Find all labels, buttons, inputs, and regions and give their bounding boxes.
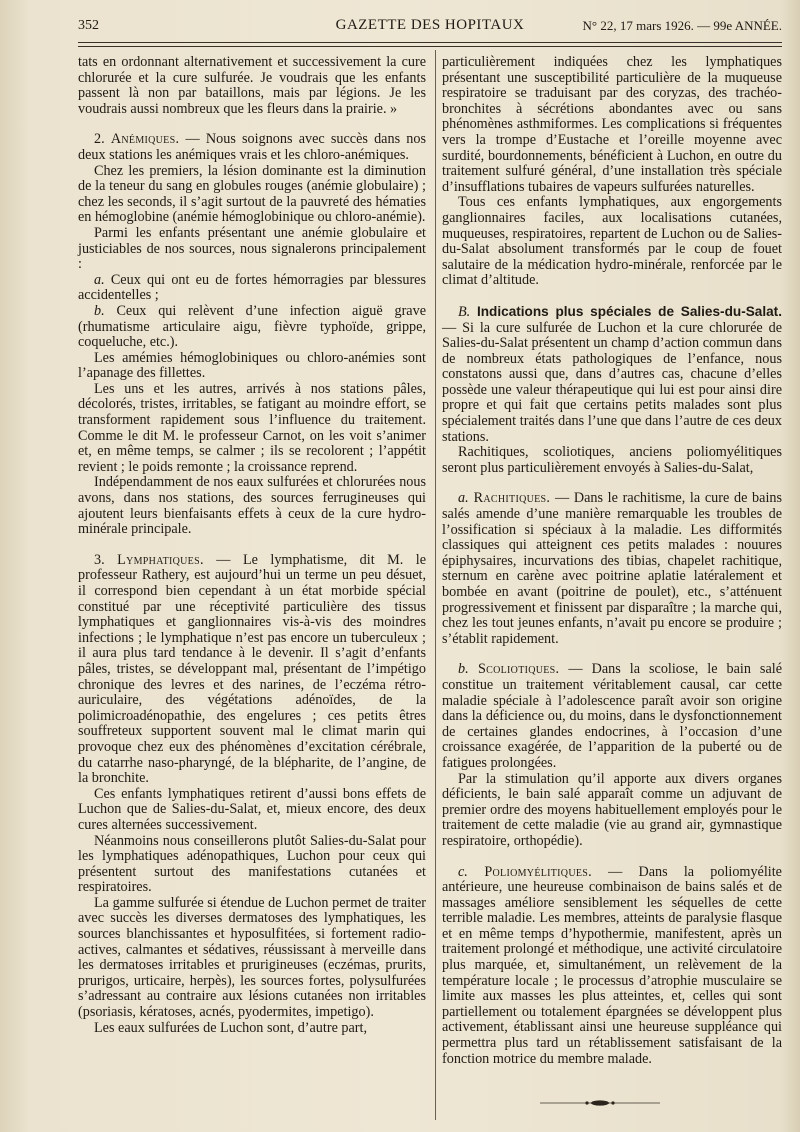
paragraph: tats en ordonnant alternativement et successivement la cure chlorurée et la cure sulfurée. Je voudrais que les enfants passent là non par bataillons, mais par légions. Je les voudrais aussi nombreux que les fleurs dans la prairie. » xyxy=(78,54,426,117)
header-rule-thin xyxy=(78,46,782,47)
subsection-heading: Scoliotiques. xyxy=(468,661,560,678)
subsection-label: a. xyxy=(458,490,469,507)
paragraph: Les amémies hémoglobiniques ou chloro-anémies sont l’apanage des fillettes. xyxy=(78,349,426,382)
subsection-label: b. xyxy=(458,661,469,678)
paragraph: Parmi les enfants présentant une anémie globulaire et justiciables de nos sources, nous signalerons principalement : xyxy=(78,224,426,273)
paragraph: Par la stimulation qu’il apporte aux divers organes déficients, le bain salé apparaît comme un adjuvant de premier ordre des moyens habituellement employés pour le traitement de cette maladie (vie au grand air, gymnastique respiratoire, orthopédie). xyxy=(442,770,782,849)
subsection-rachitiques xyxy=(442,491,782,647)
left-column xyxy=(78,55,426,1036)
paragraph: Tous ces enfants lymphatiques, aux engorgements ganglionnaires faciles, aux localisations cutanées, muqueuses, respiratoires, repartent de Luchon ou de Salies-du-Salat absolument transformés par le coup de fouet salutaire de la médication hydro-minérale, renforcée par le climat d’altitude. xyxy=(442,194,782,289)
page-header xyxy=(78,14,782,36)
paragraph: Les uns et les autres, arrivés à nos stations pâles, décolorés, tristes, irritables, se fatigant au moindre effort, se transforment rapidement sous l’influence du traitement. Comme le dit M. le professeur Carnot, on les voit s’animer et, en même temps, se calmer ; ils se recolorent ; l’appétit revient ; le poids remonte ; la croissance reprend. xyxy=(78,380,426,475)
section-lymphatiques xyxy=(78,553,426,787)
section-text: — Le lymphatisme, dit M. le professeur Rathery, est aujourd’hui un terme un peu désuet, il correspond bien cependant à un état morbide spécial constitué par une réceptivité particulière des tissus lymphatiques et ganglionnaires vis-à-vis des moindres infections ; le lymphatique n’est pas encore un tuberculeux ; il aura plus tard tendance à le devenir. Il s’agit d’enfants pâles, tristes, se développant mal, présentant de l’impétigo chronique des levres et des narines, de l’eczéma rétro-auriculaire, des végétations adénoïdes, de la polimicroadénopathie, des engelures ; ces petits êtres souffreteux supportent souvent mal le climat marin qui provoque chez eux des phénomènes d’excitation cérébrale, du catarrhe naso-pharyngé, de la blépharite, de l’angine, de la bronchite. xyxy=(78,551,427,787)
paragraph: Les eaux sulfurées de Luchon sont, d’autre part, xyxy=(94,1019,368,1036)
list-label: a. xyxy=(94,271,105,288)
section-heading: Anémiques. xyxy=(110,131,180,148)
paragraph: La gamme sulfurée si étendue de Luchon permet de traiter avec succès les diverses dermatoses des lymphatiques, les sources blanchissantes et hyposulfitées, si fortement radio-actives, calmantes et sédatives, réussissant à merveille dans les dermatoses irritables et prurigineuses (eczémas, prurits, prurigos, urticaire, herpès), les sources fortes, polysulfurées s’adressant au contraire aux lésions cutanées non irritables (psoriasis, kératoses, acnés, pyodermites, impetigo). xyxy=(78,894,426,1021)
list-item-b xyxy=(78,304,426,351)
issue-info: N° 22, 17 mars 1926. — 99e ANNÉE. xyxy=(582,18,782,33)
section-text: — Si la cure sulfurée de Luchon et la cure chlorurée de Salies-du-Salat présentent un champ d’action commun dans de nombreux états pathologiques de l’enfance, nous constatons aussi que, dans d’autres cas, chacune d’elles possède une valeur thérapeutique qui lui est pour ainsi dire propre et qui fait que certains petits malades sont plus spécialement traités dans l’une que dans l’autre de ces deux stations. xyxy=(442,319,782,445)
paragraph: Ces enfants lymphatiques retirent d’aussi bons effets de Luchon que de Salies-du-Salat, et, mieux encore, des deux cures alternées successivement. xyxy=(78,785,426,833)
right-column xyxy=(442,55,782,1067)
paragraph: Rachitiques, scoliotiques, anciens poliomyélitiques seront plus particulièrement envoyés à Salies-du-Salat, xyxy=(442,444,782,476)
page-number: 352 xyxy=(78,18,99,33)
section-number: 2. xyxy=(94,131,111,148)
paragraph: particulièrement indiquées chez les lymphatiques présentant une susceptibilité particulière de la muqueuse respiratoire se traduisant par des coryzas, des trachéo-bronchites à sécrétions abondantes avec ou sans phénomènes asthmiformes. Les complications si fréquentes vers la trompe d’Eustache et l’oreille moyenne avec surdité, bourdonnements, bénéficient à Luchon, en outre du traitement sulfuré général, d’une installation très spéciale d’insufflations tubaires de vapeurs sulfurées naturelles. xyxy=(442,54,782,195)
subsection-text: — Dans le rachitisme, la cure de bains salés amende d’une manière remarquable les troubles de l’ossification si spéciaux à la maladie. Les difformités classiques qui atteignent ces petits malades : nouures épiphysaires, incurvations des tibias, chapelet rachitique, sternum en carène avec poitrine aplatie latéralement et bombée en avant (poitrine de poulet), etc., s’atténuent progressivement et finissent par disparaître ; la marche qui, chez les tout jeunes enfants, n’avait pu encore se produire ; s’établit rapidement. xyxy=(442,490,783,647)
subsection-scoliotiques xyxy=(442,662,782,771)
section-anemiques xyxy=(78,132,426,163)
column-divider xyxy=(435,50,436,1120)
subsection-label: c. xyxy=(458,863,468,880)
list-item-a xyxy=(78,273,426,304)
section-number: 3. xyxy=(94,551,118,568)
subsection-poliomyelitiques xyxy=(442,865,782,1068)
section-text: — Nous soignons avec succès dans nos deux stations les anémiques vrais et les chloro-anémiques. xyxy=(78,131,427,163)
end-ornament-icon xyxy=(540,1099,660,1107)
list-text: Ceux qui relèvent d’une infection aiguë grave (rhumatisme articulaire aigu, fièvre typhoïde, grippe, coqueluche, etc.). xyxy=(78,302,426,351)
list-text: Ceux qui ont eu de fortes hémorragies par blessures accidentelles ; xyxy=(78,271,426,304)
section-heading: Lymphatiques. xyxy=(117,551,204,568)
paragraph: Chez les premiers, la lésion dominante est la diminution de la teneur du sang en globules rouges (anémie globulaire) ; chez les seconds, il s’agit surtout de la pauvreté des hématies en hémoglobine (anémie hémoglobinique ou chloro-anémie). xyxy=(78,162,426,226)
paragraph: Indépendamment de nos eaux sulfurées et chlorurées nous avons, dans nos stations, des sources ferrugineuses qui ajoutent leurs bienfaisants effets à ceux de la cure hydro-minérale principale. xyxy=(78,474,426,538)
section-heading: Indications plus spéciales de Salies-du-Salat. xyxy=(470,303,782,319)
paragraph: Néanmoins nous conseillerons plutôt Salies-du-Salat pour les lymphatiques adénopathiques, Luchon pour ceux qui présentent surtout des manifestations cutanées et respiratoires. xyxy=(78,832,426,896)
subsection-heading: Poliomyélitiques. xyxy=(467,863,592,880)
list-label: b. xyxy=(94,302,105,319)
header-rule-thick xyxy=(78,42,782,43)
subsection-text: — Dans la scoliose, le bain salé constitue un traitement véritablement causal, car cette maladie spéciale à l’adolescence paraît avoir son origine dans la déficience ou, du moins, dans le dysfonctionnement de certaines glandes endocrines, à l’occasion d’une croissance exagérée, de l’apparition de la puberté ou de fatigues prolongées. xyxy=(442,661,782,771)
section-label: B. xyxy=(458,303,471,320)
section-salies xyxy=(442,304,782,445)
subsection-text: — Dans la poliomyélite antérieure, une heureuse combinaison de bains salés et de massages améliore sensiblement les séquelles de cette terrible maladie. Les membres, atteints de paralysie flasque et en même temps d’hypothermie, manifestent, après un traitement prolongé et méthodique, une activité circulatoire plus marquée, et, simultanément, un relèvement de la température locale ; le processus d’atrophie musculaire se limite aux masses les plus atteintes, et, celles qui sont partiellement ou totalement épargnées se développent plus activement, établissant ainsi une heureuse suppléance qui permettra plus tard un rétablissement satisfaisant de la fonction motrice du membre malade. xyxy=(442,863,782,1067)
journal-title: GAZETTE DES HOPITAUX xyxy=(335,17,525,33)
subsection-heading: Rachitiques. xyxy=(468,490,551,507)
